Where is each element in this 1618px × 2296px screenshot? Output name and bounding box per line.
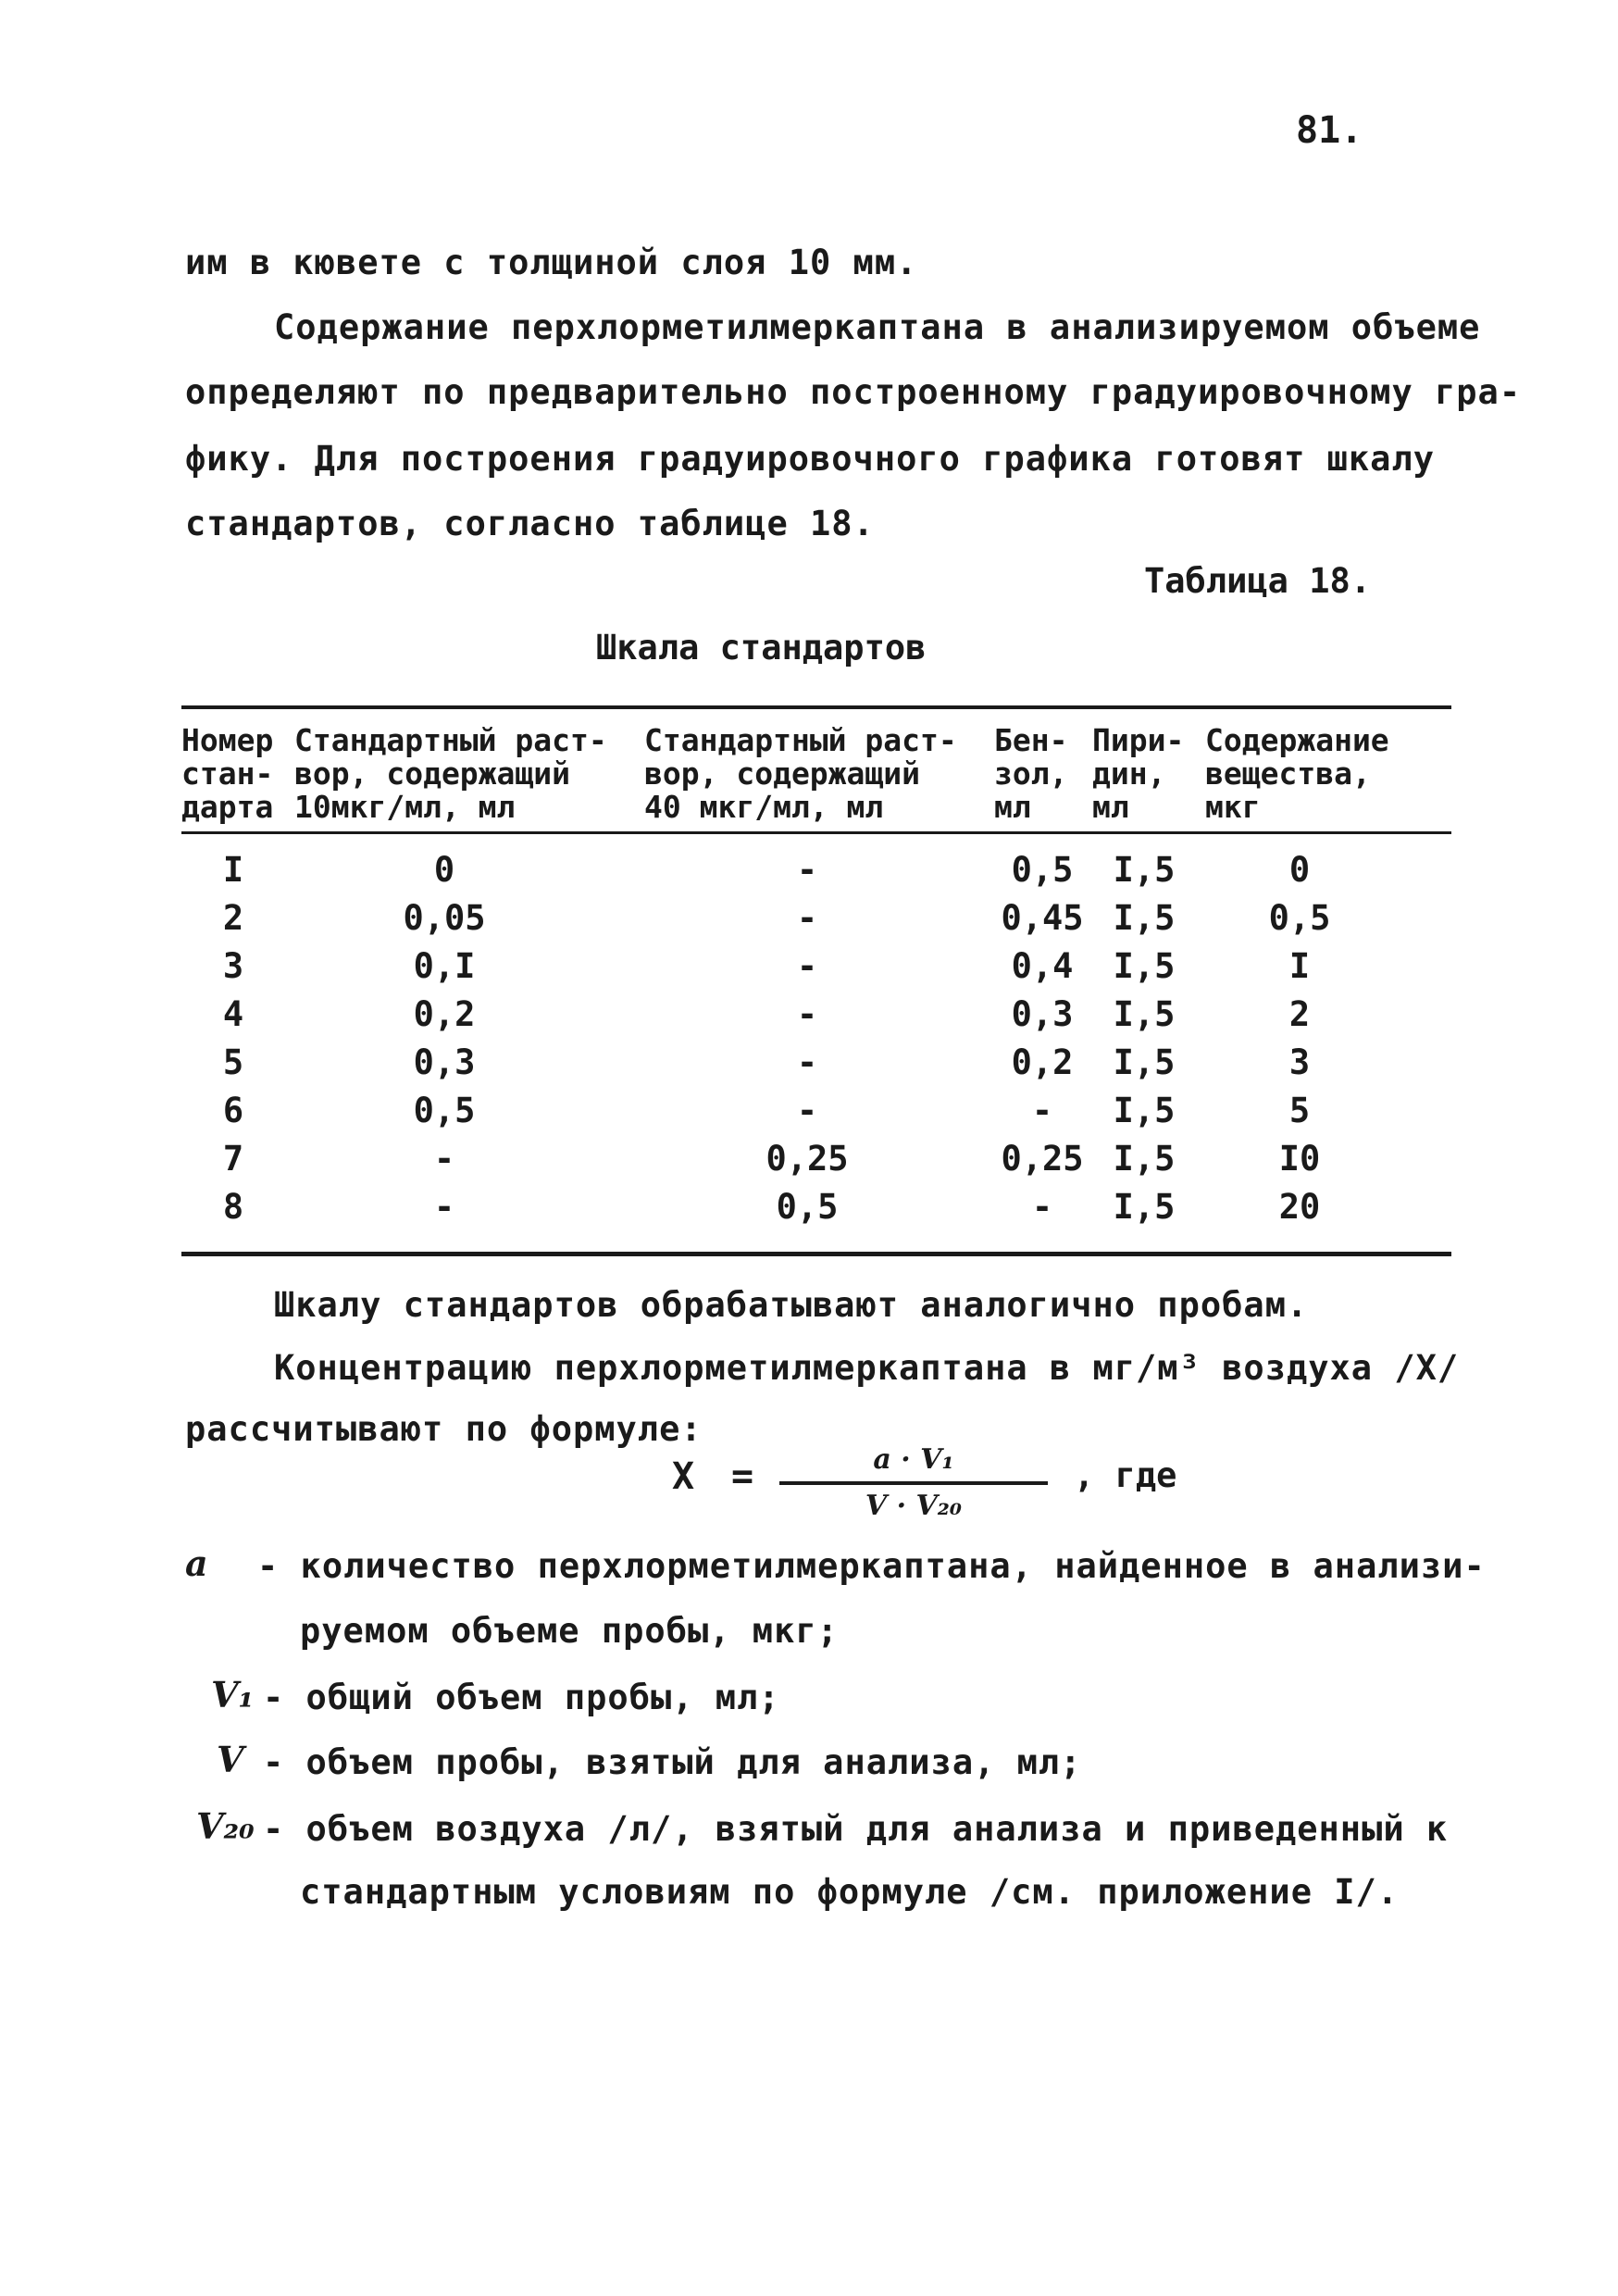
page-number: 81. <box>1296 109 1363 152</box>
formula-tail: , где <box>1074 1455 1177 1495</box>
table-cell: - <box>796 1042 818 1082</box>
table-cell: 0,5 <box>1011 850 1074 890</box>
table-cell: 0,5 <box>1268 898 1331 938</box>
table-header-rule <box>181 831 1451 834</box>
table-cell: 0,3 <box>413 1042 476 1082</box>
table-cell: 0,45 <box>1001 898 1084 938</box>
formula-lhs: X <box>672 1455 695 1498</box>
definition-symbol: V₁ <box>211 1674 255 1716</box>
table-cell: - <box>1031 1187 1053 1227</box>
table-cell: - <box>796 946 818 986</box>
table-cell: - <box>796 994 818 1034</box>
table-cell: I,5 <box>1113 1187 1176 1227</box>
formula-fraction <box>779 1442 1048 1524</box>
table-cell: 3 <box>222 946 244 986</box>
table-cell: I,5 <box>1113 898 1176 938</box>
table-cell: - <box>796 1091 818 1130</box>
fraction-bar <box>779 1481 1048 1485</box>
table-cell: I,5 <box>1113 1139 1176 1179</box>
table-cell: 0,25 <box>765 1139 849 1179</box>
paragraph-line: Концентрацию перхлорметилмеркаптана в мг/м³ воздуха /Х/ <box>274 1348 1460 1388</box>
definition-text: - общий объем пробы, мл; <box>263 1678 780 1717</box>
table-cell: 0,5 <box>413 1091 476 1130</box>
paragraph-line: стандартов, согласно таблице 18. <box>185 504 875 543</box>
definition-text-cont: руемом объеме пробы, мкг; <box>300 1611 839 1651</box>
table-cell: I,5 <box>1113 1091 1176 1130</box>
table-bottom-rule <box>181 1252 1451 1256</box>
table-cell: 8 <box>222 1187 244 1227</box>
table-cell: - <box>796 850 818 890</box>
definition-text: - объем пробы, взятый для анализа, мл; <box>263 1742 1082 1782</box>
paragraph-line: определяют по предварительно построенному градуировочному гра- <box>185 372 1522 412</box>
table-cell: - <box>1031 1091 1053 1130</box>
paragraph-line: фику. Для построения градуировочного графика готовят шкалу <box>185 439 1436 479</box>
table-top-rule <box>181 705 1451 709</box>
definition-symbol: V₂₀ <box>196 1805 255 1847</box>
table-cell: 0,2 <box>413 994 476 1034</box>
table-cell: 6 <box>222 1091 244 1130</box>
table-cell: 0 <box>1288 850 1311 890</box>
table-title: Шкала стандартов <box>596 628 927 668</box>
table-cell: 2 <box>222 898 244 938</box>
table-cell: 0 <box>433 850 455 890</box>
table-cell: 0,I <box>413 946 476 986</box>
table-cell: 3 <box>1288 1042 1311 1082</box>
table-cell: 0,05 <box>403 898 486 938</box>
definition-symbol: a <box>185 1542 208 1584</box>
header-substance: Содержание вещества, мкг <box>1205 722 1389 825</box>
table-cell: 2 <box>1288 994 1311 1034</box>
table-cell: - <box>433 1139 455 1179</box>
table-cell: 5 <box>222 1042 244 1082</box>
table-cell: 7 <box>222 1139 244 1179</box>
header-solution-10: Стандартный раст- вор, содержащий 10мкг/мл, мл <box>294 722 607 825</box>
paragraph-line: Шкалу стандартов обрабатывают аналогично пробам. <box>274 1285 1309 1325</box>
paragraph-line: рассчитывают по формуле: <box>185 1409 703 1449</box>
table-cell: 5 <box>1288 1091 1311 1130</box>
table-cell: I,5 <box>1113 850 1176 890</box>
table-cell: - <box>433 1187 455 1227</box>
table-cell: I,5 <box>1113 994 1176 1034</box>
table-cell: 4 <box>222 994 244 1034</box>
paragraph-line: Содержание перхлорметилмеркаптана в анализируемом объеме <box>274 307 1481 347</box>
table-cell: 20 <box>1278 1187 1321 1227</box>
table-cell: I0 <box>1278 1139 1321 1179</box>
header-benzene: Бен- зол, мл <box>994 722 1068 825</box>
formula-numerator: a · V₁ <box>873 1443 954 1476</box>
definition-text: - объем воздуха /л/, взятый для анализа и приведенный к <box>263 1809 1449 1849</box>
table-cell: - <box>796 898 818 938</box>
header-standard-number: Номер стан- дарта <box>181 722 274 825</box>
definition-text-cont: стандартным условиям по формуле /см. приложение I/. <box>300 1872 1400 1912</box>
table-cell: I <box>1288 946 1311 986</box>
definition-text: - количество перхлорметилмеркаптана, найденное в анализи- <box>257 1546 1486 1586</box>
table-cell: 0,3 <box>1011 994 1074 1034</box>
definition-symbol: V <box>217 1739 244 1780</box>
table-cell: 0,5 <box>776 1187 839 1227</box>
header-solution-40: Стандартный раст- вор, содержащий 40 мкг/мл, мл <box>644 722 957 825</box>
table-cell: 0,25 <box>1001 1139 1084 1179</box>
table-cell: 0,4 <box>1011 946 1074 986</box>
formula-denominator: V · V₂₀ <box>865 1490 963 1522</box>
header-pyridine: Пири- дин, мл <box>1092 722 1185 825</box>
table-caption: Таблица 18. <box>1144 561 1372 601</box>
table-cell: I <box>222 850 244 890</box>
table-cell: I,5 <box>1113 1042 1176 1082</box>
formula-equals: = <box>731 1455 754 1498</box>
paragraph-line: им в кювете с толщиной слоя 10 мм. <box>185 243 918 282</box>
table-cell: 0,2 <box>1011 1042 1074 1082</box>
table-cell: I,5 <box>1113 946 1176 986</box>
